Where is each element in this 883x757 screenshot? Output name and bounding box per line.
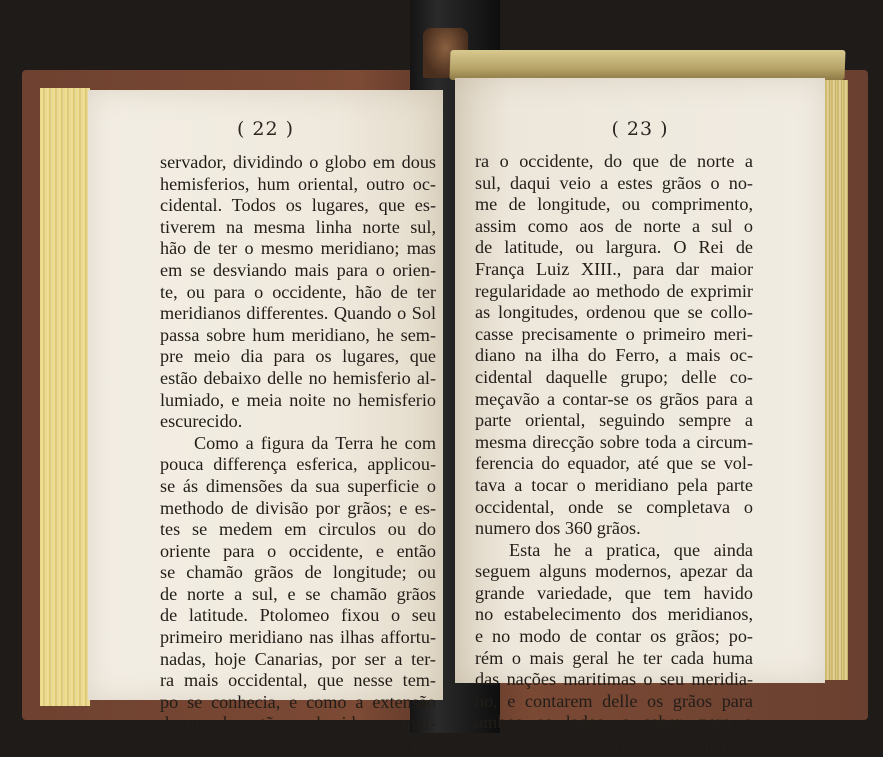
text-line: se chamão grãos de longitude; ou	[160, 562, 436, 583]
text-line: ra mais occidental, que nesse tem-	[160, 670, 436, 691]
text-line: cidental daquelle grupo; delle co-	[475, 366, 753, 387]
text-line: rém o mais geral he ter cada huma	[475, 647, 753, 668]
text-line: ambos os lados, a saber, para o	[475, 712, 753, 733]
text-line: lumiado, e meia noite no hemisferio	[160, 389, 436, 410]
text-line: casse precisamente o primeiro meri-	[475, 323, 753, 344]
text-line: numero dos 360 grãos.	[475, 518, 641, 539]
text-line: me de longitude, ou comprimento,	[475, 194, 753, 215]
text-line: nadas, hoje Canarias, por ser a ter-	[160, 648, 436, 669]
text-line: de latitude, ou largura. O Rei de	[475, 237, 753, 258]
text-line: as longitudes, ordenou que se collo-	[475, 302, 753, 323]
text-line: Como a figura da Terra he com	[194, 432, 436, 453]
text-line: hão de ter o mesmo meridiano; mas	[160, 238, 436, 259]
text-line: oriente para o occidente, e então	[160, 540, 436, 561]
text-line: passa sobre hum meridiano, he sem-	[160, 324, 436, 345]
text-line: de latitude. Ptolomeo fixou o seu	[160, 605, 436, 626]
text-line: sul, daqui veio a estes grãos o no-	[475, 172, 753, 193]
text-line: estão debaixo delle no hemisferio al-	[160, 367, 436, 388]
text-line: to mais consideravel do oriente pa-	[160, 735, 436, 756]
text-line: tiverem na mesma linha norte sul,	[160, 216, 436, 237]
text-line: meçavão a contar-se os grãos para a	[475, 388, 753, 409]
text-line: occidental, onde se completava o	[475, 496, 753, 517]
text-line: ferencia do equador, até que se vol-	[475, 453, 753, 474]
text-line: servador, dividindo o globo em dous	[160, 152, 436, 172]
left-page-number: ( 22 )	[236, 118, 295, 140]
page-edges-left	[40, 88, 90, 706]
text-line: em se desviando mais para o orien-	[160, 259, 436, 280]
text-line: hemisferios, hum oriental, outro oc-	[160, 173, 436, 194]
right-page-number: ( 23 )	[611, 118, 669, 140]
text-line: Esta he a pratica, que ainda	[509, 539, 753, 560]
text-line: meridianos differentes. Quando o Sol	[160, 303, 436, 324]
right-page-text	[475, 151, 753, 756]
text-line: oriente até 180 grãos, que chamão	[475, 734, 753, 755]
text-line: po se conhecia, e como a extensão	[160, 691, 436, 712]
page-edge-top	[449, 50, 845, 80]
text-line: e no modo de contar os grãos; po-	[475, 626, 753, 647]
text-line: ra o occidente, do que de norte a	[475, 151, 753, 171]
right-page	[455, 78, 825, 755]
text-line: no estabelecimento dos meridianos,	[475, 604, 753, 625]
text-line: mesma direcção sobre toda a circum-	[475, 431, 753, 452]
text-line: regularidade ao methodo de exprimir	[475, 280, 753, 301]
text-line: do mundo então conhecido era mui-	[160, 713, 436, 734]
text-line: das nações maritimas o seu meridia-	[475, 669, 753, 690]
text-line: escurecido.	[160, 411, 243, 432]
text-line: França Luiz XIII., para dar maior	[475, 258, 753, 279]
text-line: methodo de divisão por grãos; e es-	[160, 497, 436, 518]
text-line: pre meio dia para os lugares, que	[160, 346, 436, 367]
text-line: no, e contarem delle os grãos para	[475, 690, 753, 711]
text-line: primeiro meridiano nas ilhas affortu-	[160, 627, 436, 648]
left-page	[88, 90, 443, 756]
text-line: te, ou para o occidente, hão de ter	[160, 281, 436, 302]
text-line: diano na ilha do Ferro, a mais oc-	[475, 345, 753, 366]
text-line: tes se medem em circulos ou do	[160, 519, 436, 540]
text-line: tava a tocar o meridiano pela parte	[475, 474, 753, 495]
text-line: grande variedade, que tem havido	[475, 582, 753, 603]
text-line: seguem alguns modernos, apezar da	[475, 561, 753, 582]
text-line: cidental. Todos os lugares, que es-	[160, 195, 436, 216]
text-line: de norte a sul, e se chamão grãos	[160, 583, 436, 604]
text-line: assim como aos de norte a sul o	[475, 215, 753, 236]
text-line: pouca differença esferica, applicou-	[160, 454, 436, 475]
left-page-text	[160, 152, 436, 757]
text-line: se ás dimensões da sua superficie o	[160, 475, 436, 496]
text-line: parte oriental, seguindo sempre a	[475, 410, 753, 431]
